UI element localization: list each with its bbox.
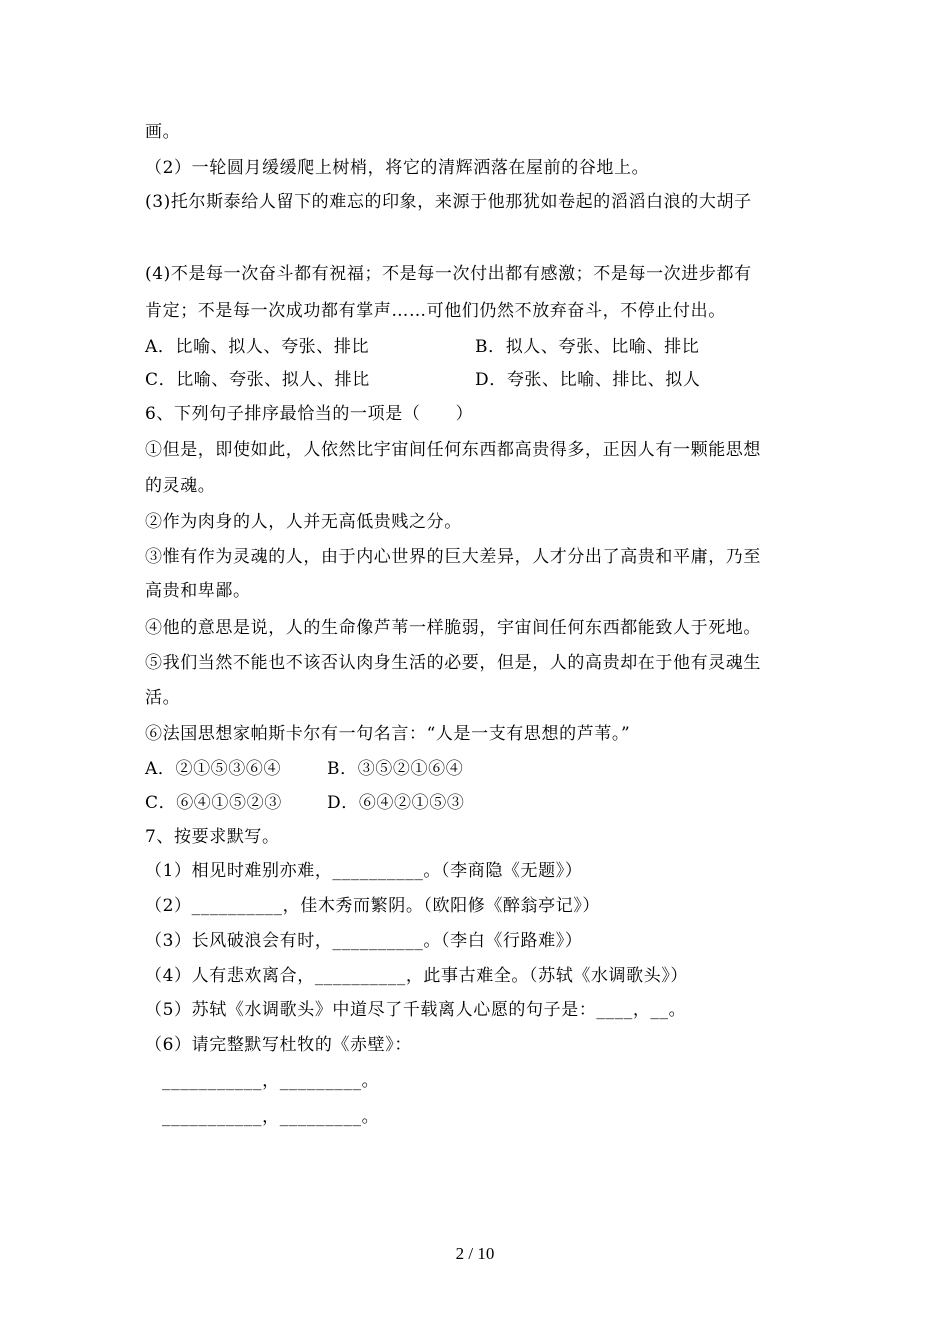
q7-item-2: （2）__________，佳木秀而繁阴。（欧阳修《醉翁亭记》） xyxy=(145,896,601,916)
q5-sentence-2: （2）一轮圆月缓缓爬上树梢，将它的清辉洒落在屋前的谷地上。 xyxy=(145,158,650,178)
q5-option-b: B．拟人、夸张、比喻、排比 xyxy=(475,337,700,357)
q7-item-4: （4）人有悲欢离合，__________，此事古难全。（苏轼《水调歌头》） xyxy=(145,966,689,986)
q6-title: 6、下列句子排序最恰当的一项是（ ） xyxy=(145,404,474,424)
q5-option-d: D．夸张、比喻、排比、拟人 xyxy=(475,370,701,390)
q5-sentence-3: (3)托尔斯泰给人留下的难忘的印象，来源于他那犹如卷起的滔滔白浪的大胡子 xyxy=(145,192,752,212)
q6-sentence-5-line-2: 活。 xyxy=(145,688,181,708)
q6-sentence-2: ②作为肉身的人，人并无高低贵贱之分。 xyxy=(145,512,462,532)
q7-blank-line-1: ___________，_________。 xyxy=(162,1071,380,1091)
q6-option-d: D．⑥④②①⑤③ xyxy=(327,793,465,813)
q5-sentence-4-line-2: 肯定；不是每一次成功都有掌声……可他们仍然不放弃奋斗，不停止付出。 xyxy=(145,301,726,321)
q6-sentence-3-line-2: 高贵和卑鄙。 xyxy=(145,581,251,601)
q6-option-a: A．②①⑤③⑥④ xyxy=(145,759,282,779)
q6-sentence-5-line-1: ⑤我们当然不能也不该否认肉身生活的必要，但是，人的高贵却在于他有灵魂生 xyxy=(145,653,761,673)
q6-sentence-6: ⑥法国思想家帕斯卡尔有一句名言：“人是一支有思想的芦苇。” xyxy=(145,724,631,744)
q5-sentence-4-line-1: (4)不是每一次奋斗都有祝福；不是每一次付出都有感激；不是每一次进步都有 xyxy=(145,264,752,284)
q5-option-a: A．比喻、拟人、夸张、排比 xyxy=(145,337,370,357)
q5-continuation: 画。 xyxy=(145,122,181,142)
q6-sentence-1-line-1: ①但是，即使如此，人依然比宇宙间任何东西都高贵得多，正因人有一颗能思想 xyxy=(145,440,761,460)
q7-item-6: （6）请完整默写杜牧的《赤壁》： xyxy=(145,1035,412,1055)
q6-option-b: B．③⑤②①⑥④ xyxy=(327,759,464,779)
q6-sentence-1-line-2: 的灵魂。 xyxy=(145,476,216,496)
q7-blank-line-2: ___________，_________。 xyxy=(162,1107,380,1127)
q7-item-1: （1）相见时难别亦难，__________。（李商隐《无题》） xyxy=(145,861,583,881)
q7-item-5: （5）苏轼《水调歌头》中道尽了千载离人心愿的句子是：____，__。 xyxy=(145,1000,687,1020)
q6-sentence-3-line-1: ③惟有作为灵魂的人，由于内心世界的巨大差异，人才分出了高贵和平庸，乃至 xyxy=(145,547,761,567)
q6-option-c: C．⑥④①⑤②③ xyxy=(145,793,282,813)
q6-sentence-4: ④他的意思是说，人的生命像芦苇一样脆弱，宇宙间任何东西都能致人于死地。 xyxy=(145,618,761,638)
q5-option-c: C．比喻、夸张、拟人、排比 xyxy=(145,370,370,390)
page-number: 2 / 10 xyxy=(455,1244,495,1263)
q7-item-3: （3）长风破浪会有时，__________。（李白《行路难》） xyxy=(145,931,583,951)
q7-title: 7、按要求默写。 xyxy=(145,827,280,847)
